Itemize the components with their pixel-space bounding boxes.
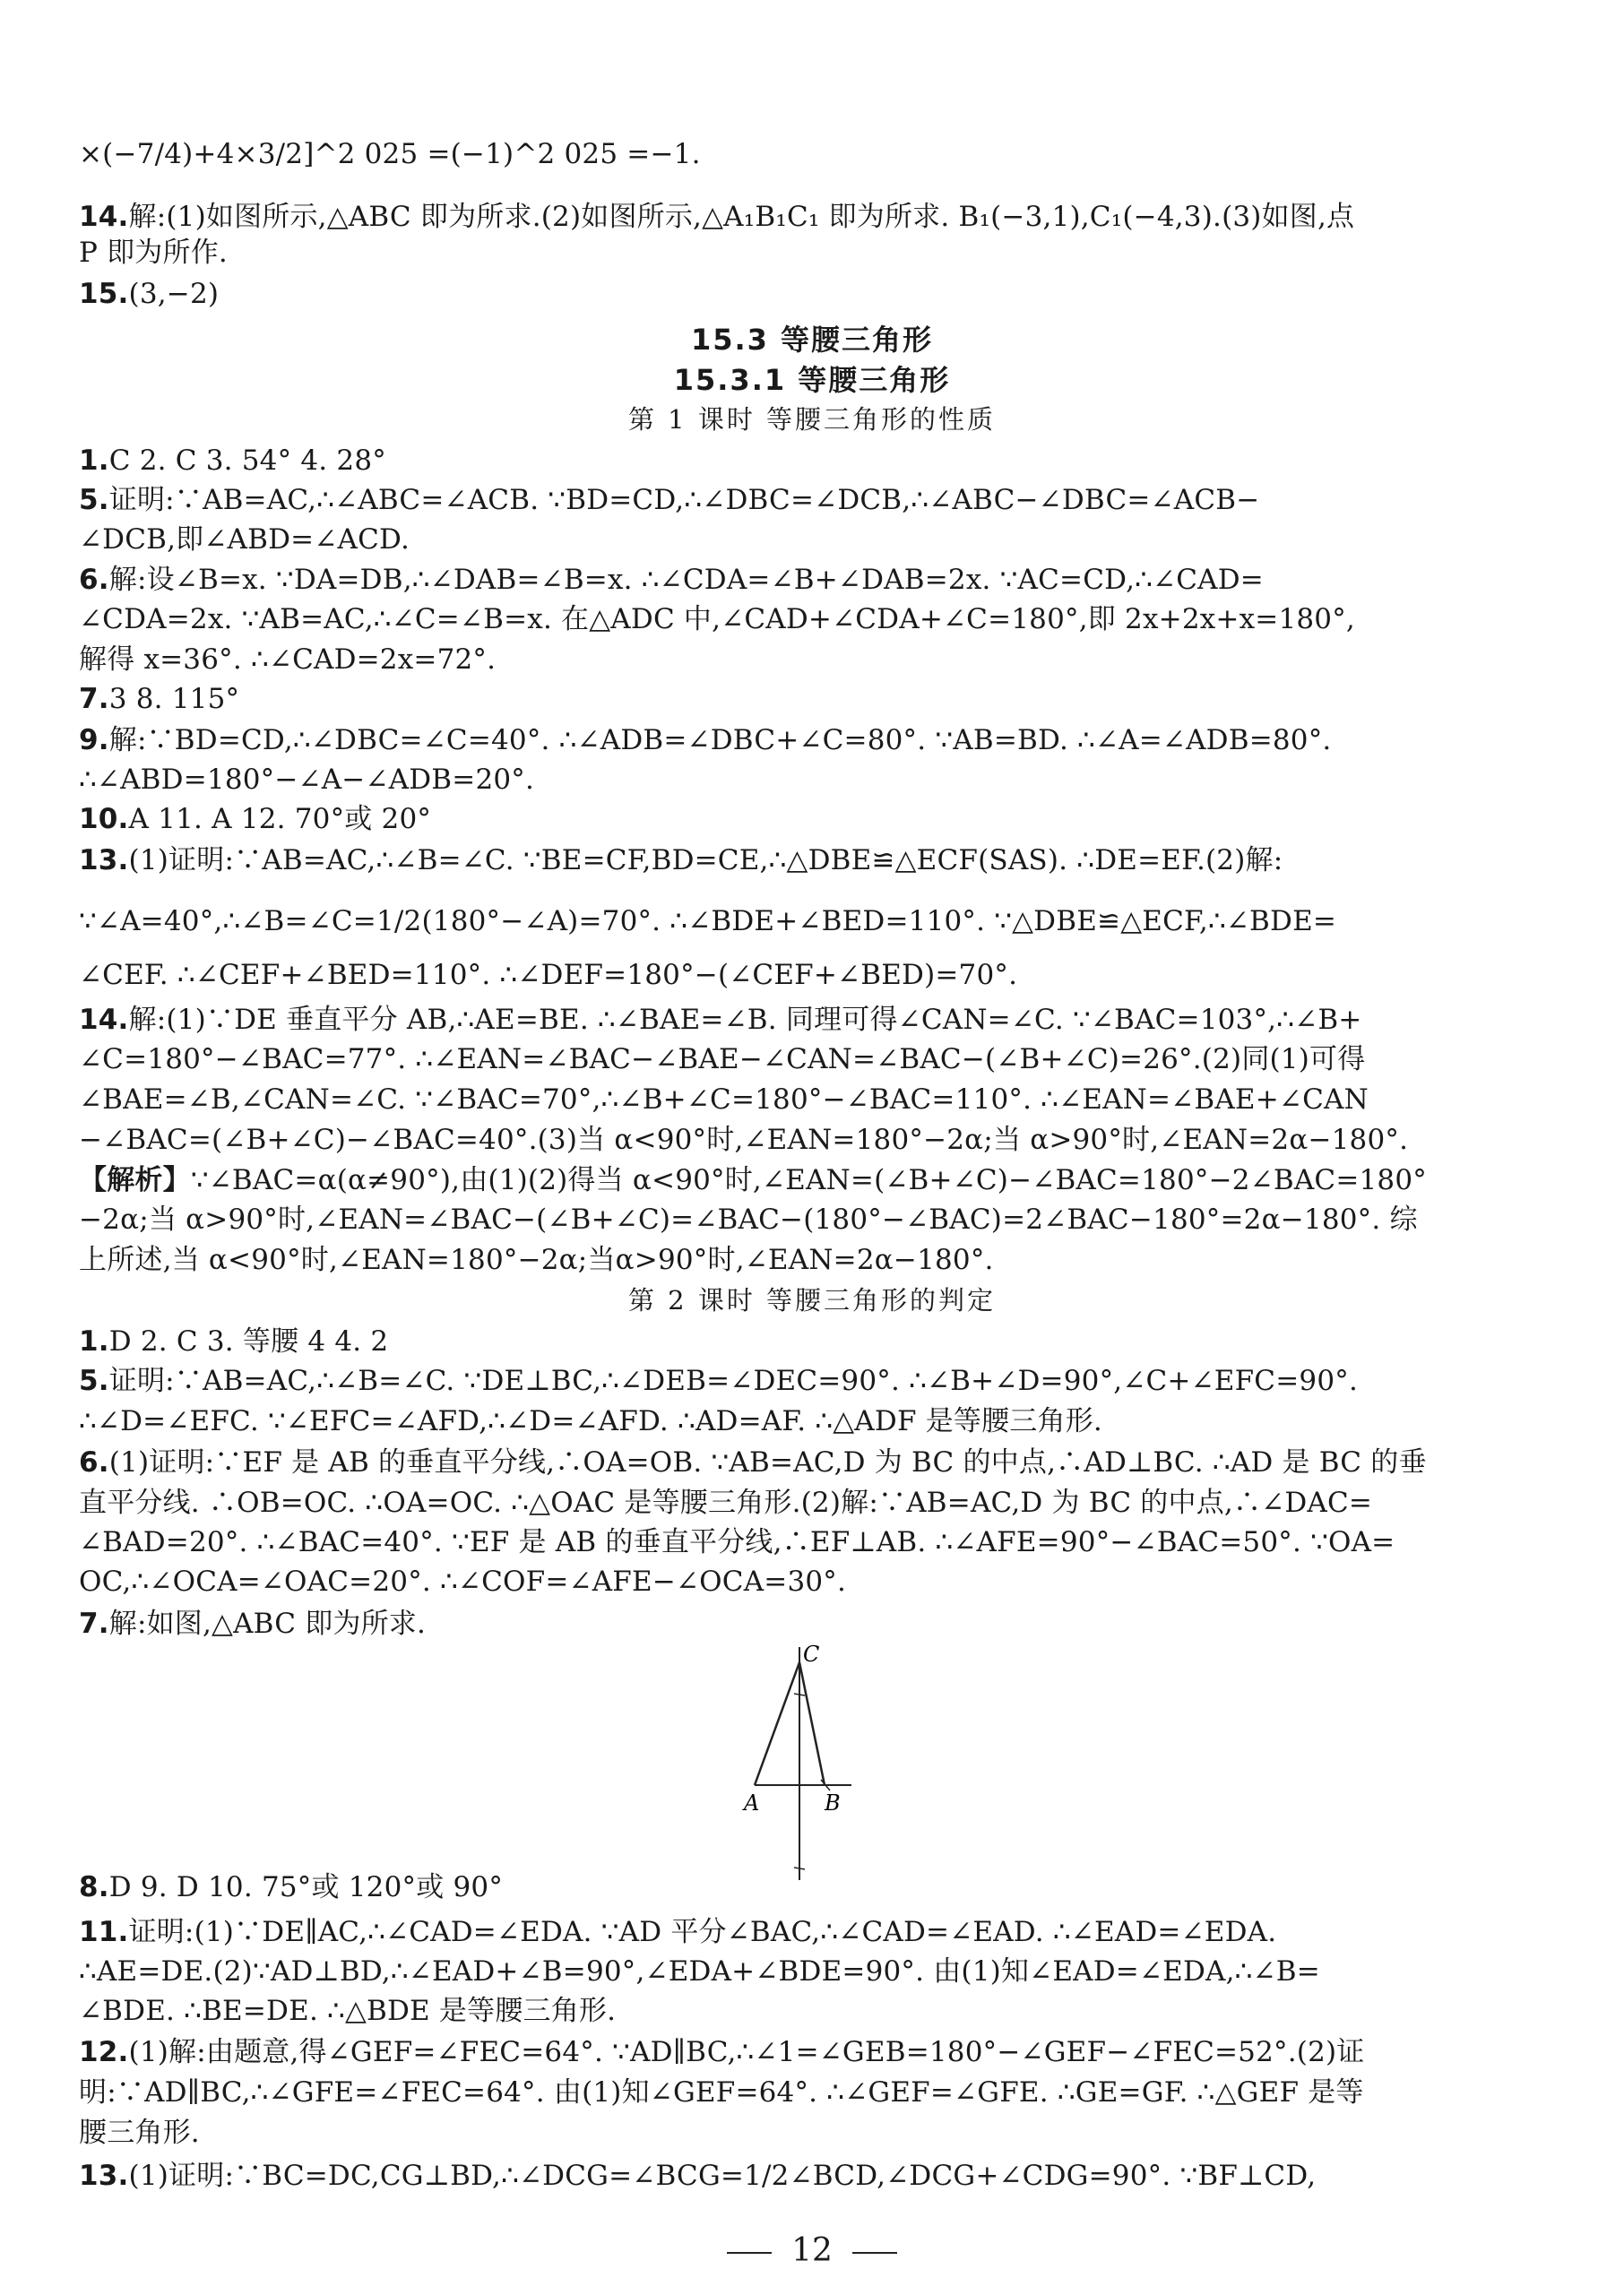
line-17: 14.解:(1)∵DE 垂直平分 AB,∴AE=BE. ∴∠BAE=∠B. 同理可得∠CAN=∠C. ∵∠BAC=103°,∴∠B+ [79, 1004, 1362, 1036]
line-30: OC,∴∠OCA=∠OAC=20°. ∴∠COF=∠AFE−∠OCA=30°. [79, 1566, 847, 1598]
line-26: ∴∠D=∠EFC. ∵∠EFC=∠AFD,∴∠D=∠AFD. ∴AD=AF. ∴△ADF 是等腰三角形. [79, 1405, 1102, 1437]
section-heading: 15.3 等腰三角形 [690, 323, 934, 357]
line-18: ∠C=180°−∠BAC=77°. ∴∠EAN=∠BAC−∠BAE−∠CAN=∠BAC−(∠B+∠C)=26°.(2)同(1)可得 [79, 1043, 1366, 1075]
line-2: P 即为所作. [79, 237, 228, 269]
line-19: ∠BAE=∠B,∠CAN=∠C. ∵∠BAC=70°,∴∠B+∠C=180°−∠BAC=110°. ∴∠EAN=∠BAE+∠CAN [79, 1083, 1369, 1116]
line-14: 13.(1)证明:∵AB=AC,∴∠B=∠C. ∵BE=CF,BD=CE,∴△DBE≌△ECF(SAS). ∴DE=EF.(2)解: [79, 844, 1283, 876]
line-38: 腰三角形. [79, 2117, 200, 2149]
line-15: ∵∠A=40°,∴∠B=∠C=1/2(180°−∠A)=70°. ∴∠BDE+∠BED=110°. ∵△DBE≌△ECF,∴∠BDE= [79, 905, 1337, 937]
line-27: 6.(1)证明:∵EF 是 AB 的垂直平分线,∴OA=OB. ∵AB=AC,D 为 BC 的中点,∴AD⊥BC. ∴AD 是 BC 的垂 [79, 1446, 1427, 1479]
line-12: ∴∠ABD=180°−∠A−∠ADB=20°. [79, 764, 535, 796]
line-25: 5.证明:∵AB=AC,∴∠B=∠C. ∵DE⊥BC,∴∠DEB=∠DEC=90°. ∴∠B+∠D=90°,∠C+∠EFC=90°. [79, 1365, 1359, 1397]
line-39: 13.(1)证明:∵BC=DC,CG⊥BD,∴∠DCG=∠BCG=1/2∠BCD,∠DCG+∠CDG=90°. ∵BF⊥CD, [79, 2160, 1317, 2192]
subsection-heading: 15.3.1 等腰三角形 [673, 363, 951, 397]
line-4: 1.C 2. C 3. 54° 4. 28° [79, 444, 386, 477]
line-37: 明:∵AD∥BC,∴∠GFE=∠FEC=64°. 由(1)知∠GEF=64°. ∴∠GEF=∠GFE. ∴GE=GF. ∴△GEF 是等 [79, 2076, 1364, 2109]
line-34: ∴AE=DE.(2)∵AD⊥BD,∴∠EAD+∠B=90°,∠EDA+∠BDE=90°. 由(1)知∠EAD=∠EDA,∴∠B= [79, 1955, 1320, 1988]
line-20: −∠BAC=(∠B+∠C)−∠BAC=40°.(3)当 α<90°时,∠EAN=180°−2α;当 α>90°时,∠EAN=2α−180°. [79, 1124, 1409, 1156]
isosceles-triangle-figure [735, 1640, 878, 1882]
line-11: 9.解:∵BD=CD,∴∠DBC=∠C=40°. ∴∠ADB=∠DBC+∠C=80°. ∵AB=BD. ∴∠A=∠ADB=80°. [79, 724, 1332, 756]
line-10: 7.3 8. 115° [79, 683, 240, 715]
line-23: 上所述,当 α<90°时,∠EAN=180°−2α;当α>90°时,∠EAN=2α−180°. [79, 1244, 994, 1276]
line-8: ∠CDA=2x. ∵AB=AC,∴∠C=∠B=x. 在△ADC 中,∠CAD+∠CDA+∠C=180°,即 2x+2x+x=180°, [79, 603, 1355, 635]
line-7: 6.解:设∠B=x. ∵DA=DB,∴∠DAB=∠B=x. ∴∠CDA=∠B+∠DAB=2x. ∵AC=CD,∴∠CAD= [79, 564, 1264, 596]
line-1: 14.解:(1)如图所示,△ABC 即为所求.(2)如图所示,△A₁B₁C₁ 即为所求. B₁(−3,1),C₁(−4,3).(3)如图,点 [79, 201, 1355, 233]
line-0: ×(−7/4)+4×3/2]^2 025 =(−1)^2 025 =−1. [79, 138, 701, 170]
line-9: 解得 x=36°. ∴∠CAD=2x=72°. [79, 643, 497, 676]
line-22: −2α;当 α>90°时,∠EAN=∠BAC−(∠B+∠C)=∠BAC−(180°−∠BAC)=2∠BAC−180°=2α−180°. 综 [79, 1204, 1418, 1236]
line-3: 15.(3,−2) [79, 278, 220, 310]
line-6: ∠DCB,即∠ABD=∠ACD. [79, 523, 410, 556]
lesson-1-heading: 第 1 课时 等腰三角形的性质 [627, 404, 997, 435]
line-13: 10.A 11. A 12. 70°或 20° [79, 803, 432, 835]
line-28: 直平分线. ∴OB=OC. ∴OA=OC. ∴△OAC 是等腰三角形.(2)解:∵AB=AC,D 为 BC 的中点,∴∠DAC= [79, 1487, 1373, 1519]
lesson-2-heading: 第 2 课时 等腰三角形的判定 [627, 1285, 997, 1316]
line-32: 8.D 9. D 10. 75°或 120°或 90° [79, 1871, 504, 1903]
label-a: A [744, 1790, 760, 1816]
line-21: 【解析】∵∠BAC=α(α≠90°),由(1)(2)得当 α<90°时,∠EAN=(∠B+∠C)−∠BAC=180°−2∠BAC=180° [79, 1164, 1427, 1196]
line-36: 12.(1)解:由题意,得∠GEF=∠FEC=64°. ∵AD∥BC,∴∠1=∠GEB=180°−∠GEF−∠FEC=52°.(2)证 [79, 2036, 1365, 2068]
line-24: 1.D 2. C 3. 等腰 4 4. 2 [79, 1325, 389, 1358]
label-b: B [825, 1790, 841, 1816]
line-35: ∠BDE. ∴BE=DE. ∴△BDE 是等腰三角形. [79, 1995, 617, 2027]
line-5: 5.证明:∵AB=AC,∴∠ABC=∠ACB. ∵BD=CD,∴∠DBC=∠DCB,∴∠ABC−∠DBC=∠ACB− [79, 484, 1260, 516]
label-c: C [803, 1642, 820, 1667]
line-33: 11.证明:(1)∵DE∥AC,∴∠CAD=∠EDA. ∵AD 平分∠BAC,∴∠CAD=∠EAD. ∴∠EAD=∠EDA. [79, 1916, 1277, 1948]
line-29: ∠BAD=20°. ∴∠BAC=40°. ∵EF 是 AB 的垂直平分线,∴EF⊥AB. ∴∠AFE=90°−∠BAC=50°. ∵OA= [79, 1526, 1395, 1558]
line-16: ∠CEF. ∴∠CEF+∠BED=110°. ∴∠DEF=180°−(∠CEF+∠BED)=70°. [79, 959, 1018, 991]
page-number: 12 [791, 2232, 833, 2269]
page-footer [0, 2231, 1624, 2271]
line-31: 7.解:如图,△ABC 即为所求. [79, 1608, 427, 1640]
